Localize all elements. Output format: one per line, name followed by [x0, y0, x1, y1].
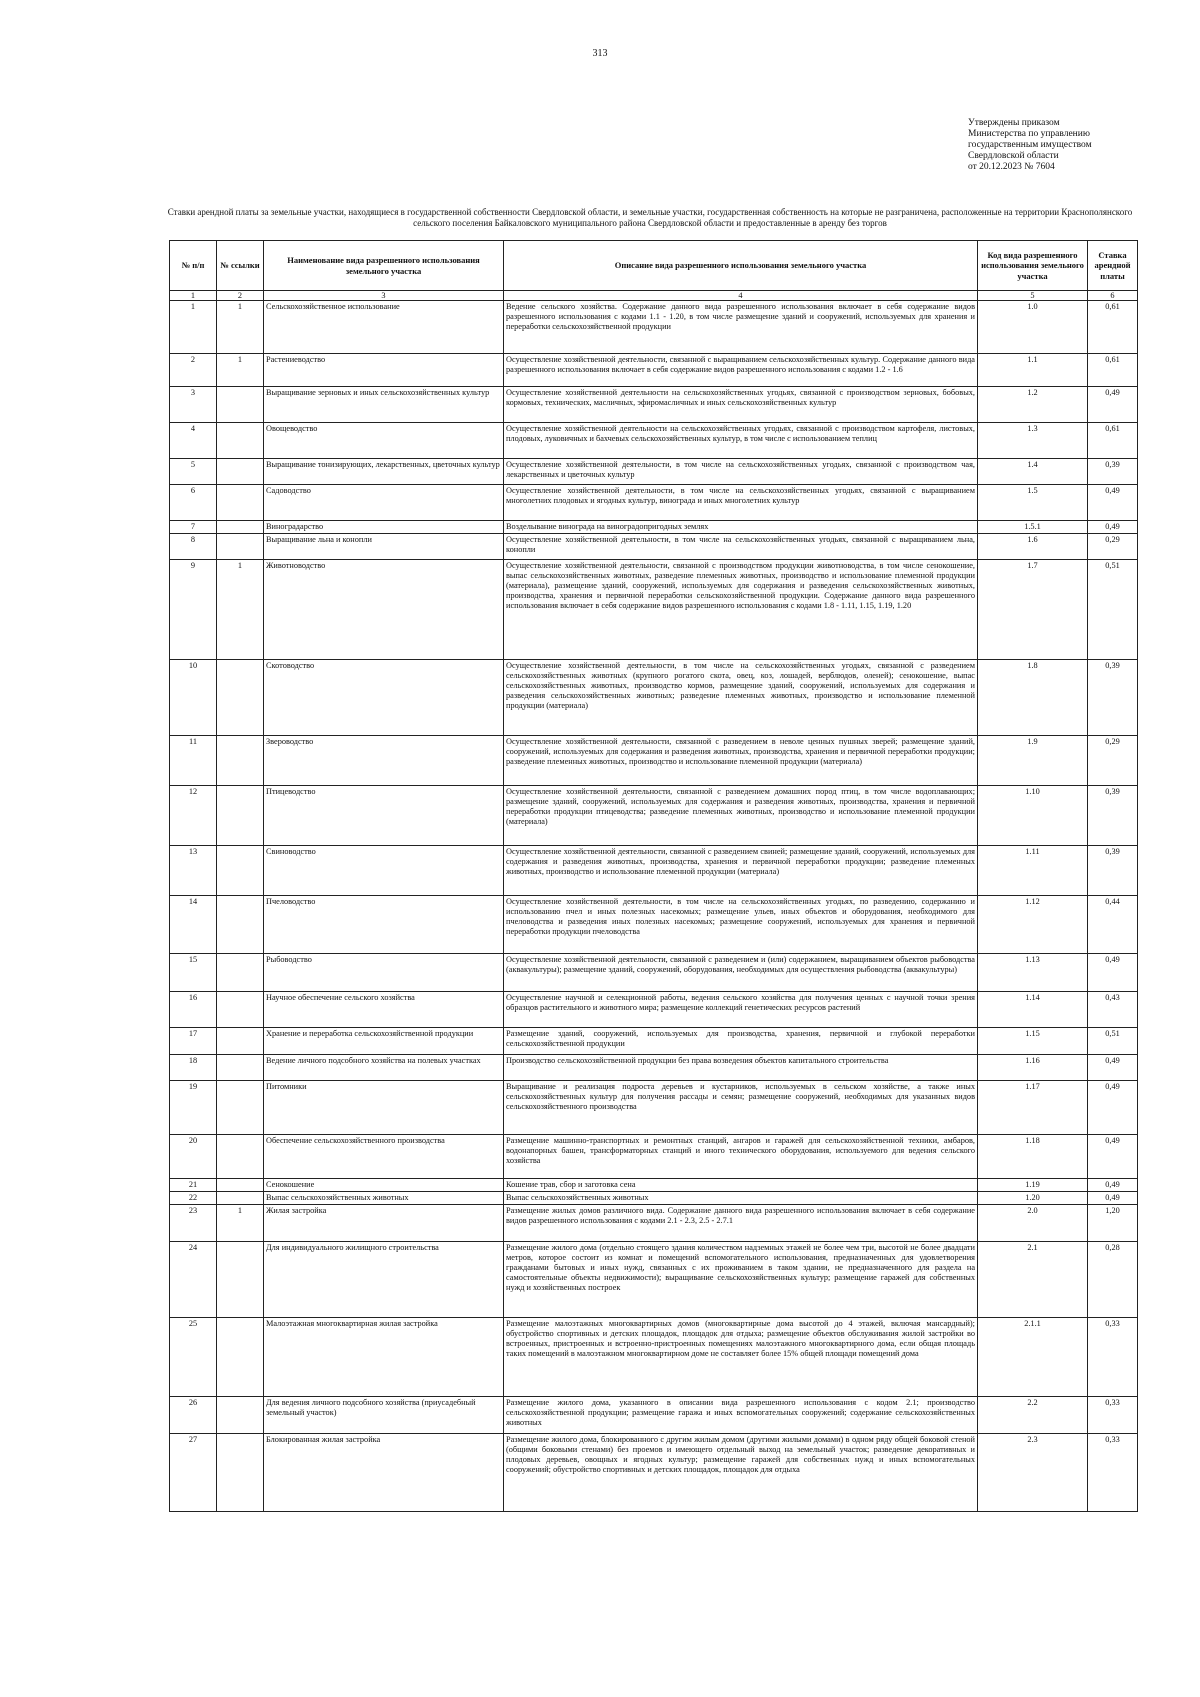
approval-line: Утверждены приказом: [968, 118, 1060, 128]
row-use-code: 1.2: [978, 387, 1088, 423]
header-rate: Ставка арендной платы: [1088, 241, 1138, 291]
row-use-name: Сельскохозяйственное использование: [264, 301, 504, 354]
row-number: 6: [170, 485, 217, 521]
column-numbers-row: [170, 291, 1138, 301]
row-rent-rate: 0,29: [1088, 534, 1138, 560]
row-use-description: Осуществление хозяйственной деятельности на сельскохозяйственных угодьях, связанной с производством картофеля, листовых, плодовых, луковичных и бахчевых сельскохозяйственных культур, в том числе с использованием теплиц: [504, 423, 978, 459]
row-use-code: 2.0: [978, 1205, 1088, 1242]
row-reference: [217, 521, 264, 534]
row-rent-rate: 0,51: [1088, 1028, 1138, 1055]
column-number: 5: [978, 291, 1088, 301]
row-number: 15: [170, 954, 217, 992]
row-use-description: Ведение сельского хозяйства. Содержание данного вида разрешенного использования включает в себя содержание видов разрешенного использования с кодами 1.1 - 1.20, в том числе размещение зданий и сооружений, используемых для хранения и переработки сельскохозяйственной продукции: [504, 301, 978, 354]
row-number: 17: [170, 1028, 217, 1055]
row-rent-rate: 0,51: [1088, 560, 1138, 660]
row-use-name: Жилая застройка: [264, 1205, 504, 1242]
table-row: [170, 1397, 1138, 1434]
row-rent-rate: 0,33: [1088, 1434, 1138, 1512]
table-row: [170, 1055, 1138, 1081]
table-row: [170, 1179, 1138, 1192]
row-use-name: Свиноводство: [264, 846, 504, 896]
table-row: [170, 736, 1138, 786]
row-reference: [217, 387, 264, 423]
row-reference: [217, 736, 264, 786]
row-number: 27: [170, 1434, 217, 1512]
table-row: [170, 1434, 1138, 1512]
row-use-name: Хранение и переработка сельскохозяйственной продукции: [264, 1028, 504, 1055]
rates-table: [169, 240, 1138, 1512]
row-reference: [217, 1434, 264, 1512]
row-rent-rate: 0,49: [1088, 387, 1138, 423]
row-use-name: Садоводство: [264, 485, 504, 521]
row-use-name: Ведение личного подсобного хозяйства на полевых участках: [264, 1055, 504, 1081]
row-use-description: Осуществление хозяйственной деятельности, в том числе на сельскохозяйственных угодьях, связанной с разведением сельскохозяйственных животных (крупного рогатого скота, овец, коз, лошадей, верблюдов, оленей); сенокошение, выпас сельскохозяйственных животных, производство кормов, размещение зданий, сооружений, используемых для содержания и разведения сельскохозяйственных животных; разведение племенных животных, производство и использование племенной продукции (материала): [504, 660, 978, 736]
row-rent-rate: 0,49: [1088, 954, 1138, 992]
row-rent-rate: 0,39: [1088, 459, 1138, 485]
row-use-code: 1.5.1: [978, 521, 1088, 534]
header-code: Код вида разрешенного использования земельного участка: [978, 241, 1088, 291]
row-use-name: Рыбоводство: [264, 954, 504, 992]
row-rent-rate: 0,49: [1088, 1055, 1138, 1081]
row-reference: [217, 1318, 264, 1397]
row-reference: [217, 1055, 264, 1081]
row-use-code: 1.0: [978, 301, 1088, 354]
row-reference: [217, 992, 264, 1028]
row-use-code: 2.1: [978, 1242, 1088, 1318]
row-use-description: Осуществление хозяйственной деятельности, связанной с разведением свиней; размещение зданий, сооружений, используемых для содержания и разведения животных, производства, хранения и первичной переработки продукции; разведение племенных животных, производство и использование племенной продукции (материала): [504, 846, 978, 896]
row-use-description: Производство сельскохозяйственной продукции без права возведения объектов капитального строительства: [504, 1055, 978, 1081]
approval-line: Свердловской области: [968, 151, 1059, 161]
row-rent-rate: 1,20: [1088, 1205, 1138, 1242]
row-reference: [217, 1192, 264, 1205]
row-reference: [217, 1179, 264, 1192]
row-use-description: Выпас сельскохозяйственных животных: [504, 1192, 978, 1205]
approval-line: Министерства по управлению: [968, 129, 1090, 139]
row-use-code: 1.20: [978, 1192, 1088, 1205]
table-row: [170, 485, 1138, 521]
row-use-code: 1.13: [978, 954, 1088, 992]
table-row: [170, 521, 1138, 534]
row-reference: [217, 1242, 264, 1318]
row-reference: 1: [217, 354, 264, 387]
row-number: 18: [170, 1055, 217, 1081]
row-use-name: Выращивание льна и конопли: [264, 534, 504, 560]
row-number: 2: [170, 354, 217, 387]
column-number: 6: [1088, 291, 1138, 301]
row-rent-rate: 0,39: [1088, 846, 1138, 896]
row-rent-rate: 0,49: [1088, 1179, 1138, 1192]
row-reference: [217, 534, 264, 560]
row-reference: [217, 896, 264, 954]
row-number: 22: [170, 1192, 217, 1205]
row-number: 19: [170, 1081, 217, 1135]
row-reference: [217, 1135, 264, 1179]
row-reference: 1: [217, 560, 264, 660]
row-number: 14: [170, 896, 217, 954]
row-use-description: Осуществление хозяйственной деятельности, связанной с выращиванием сельскохозяйственных культур. Содержание данного вида разрешенного использования включает в себя содержание видов разрешенного использования с кодами 1.2 - 1.6: [504, 354, 978, 387]
header-desc: Описание вида разрешенного использования земельного участка: [504, 241, 978, 291]
row-reference: [217, 786, 264, 846]
row-use-code: 2.2: [978, 1397, 1088, 1434]
row-use-code: 1.10: [978, 786, 1088, 846]
table-row: [170, 1205, 1138, 1242]
row-number: 13: [170, 846, 217, 896]
row-use-description: Осуществление хозяйственной деятельности, связанной с производством продукции животноводства, в том числе сенокошение, выпас сельскохозяйственных животных, разведение племенных животных, производство и использование племенной продукции (материала), размещение зданий, сооружений, используемых для содержания и разведения сельскохозяйственных животных, производства, хранения и первичной переработки сельскохозяйственной продукции. Содержание данного вида разрешенного использования включает в себя содержание видов разрешенного использования с кодами 1.8 - 1.11, 1.15, 1.19, 1.20: [504, 560, 978, 660]
row-rent-rate: 0,49: [1088, 485, 1138, 521]
row-rent-rate: 0,49: [1088, 521, 1138, 534]
row-use-description: Выращивание и реализация подроста деревьев и кустарников, используемых в сельском хозяйстве, а также иных сельскохозяйственных культур для получения рассады и семян; размещение сооружений, необходимых для указанных видов сельскохозяйственного производства: [504, 1081, 978, 1135]
row-number: 21: [170, 1179, 217, 1192]
row-use-code: 1.7: [978, 560, 1088, 660]
table-row: [170, 1242, 1138, 1318]
column-number: 3: [264, 291, 504, 301]
table-row: [170, 1192, 1138, 1205]
row-use-name: Овощеводство: [264, 423, 504, 459]
row-rent-rate: 0,28: [1088, 1242, 1138, 1318]
row-rent-rate: 0,44: [1088, 896, 1138, 954]
header-name: Наименование вида разрешенного использования земельного участка: [264, 241, 504, 291]
row-number: 4: [170, 423, 217, 459]
row-use-description: Размещение машинно-транспортных и ремонтных станций, ангаров и гаражей для сельскохозяйственной техники, амбаров, водонапорных башен, трансформаторных станций и иного технического оборудования, используемого для ведения сельского хозяйства: [504, 1135, 978, 1179]
row-use-name: Питомники: [264, 1081, 504, 1135]
row-use-name: Выпас сельскохозяйственных животных: [264, 1192, 504, 1205]
row-number: 24: [170, 1242, 217, 1318]
row-rent-rate: 0,29: [1088, 736, 1138, 786]
row-use-code: 2.3: [978, 1434, 1088, 1512]
table-row: [170, 560, 1138, 660]
row-rent-rate: 0,49: [1088, 1135, 1138, 1179]
row-use-code: 1.5: [978, 485, 1088, 521]
header-ref: № ссылки: [217, 241, 264, 291]
table-row: [170, 301, 1138, 354]
column-number: 4: [504, 291, 978, 301]
row-rent-rate: 0,39: [1088, 786, 1138, 846]
row-reference: 1: [217, 301, 264, 354]
row-use-description: Размещение жилых домов различного вида. Содержание данного вида разрешенного использования включает в себя содержание видов разрешенного использования с кодами 2.1 - 2.3, 2.5 - 2.7.1: [504, 1205, 978, 1242]
row-reference: [217, 459, 264, 485]
row-use-code: 1.18: [978, 1135, 1088, 1179]
row-reference: [217, 1081, 264, 1135]
row-use-name: Сенокошение: [264, 1179, 504, 1192]
row-number: 11: [170, 736, 217, 786]
row-reference: [217, 660, 264, 736]
row-use-code: 1.11: [978, 846, 1088, 896]
row-number: 7: [170, 521, 217, 534]
row-use-name: Звероводство: [264, 736, 504, 786]
row-rent-rate: 0,61: [1088, 354, 1138, 387]
row-rent-rate: 0,61: [1088, 423, 1138, 459]
table-row: [170, 459, 1138, 485]
row-use-name: Птицеводство: [264, 786, 504, 846]
table-row: [170, 354, 1138, 387]
row-use-description: Возделывание винограда на виноградопригодных землях: [504, 521, 978, 534]
table-row: [170, 846, 1138, 896]
row-use-description: Осуществление хозяйственной деятельности на сельскохозяйственных угодьях, связанной с производством зерновых, бобовых, кормовых, технических, масличных, эфиромасличных и иных сельскохозяйственных культур: [504, 387, 978, 423]
row-use-description: Осуществление хозяйственной деятельности, связанной с разведением в неволе ценных пушных зверей; размещение зданий, сооружений, используемых для содержания и разведения животных, производства, хранения и первичной переработки продукции; разведение племенных животных, производство и использование племенной продукции (материала): [504, 736, 978, 786]
row-number: 25: [170, 1318, 217, 1397]
row-reference: [217, 846, 264, 896]
row-use-name: Научное обеспечение сельского хозяйства: [264, 992, 504, 1028]
row-reference: [217, 1397, 264, 1434]
row-use-description: Размещение зданий, сооружений, используемых для производства, хранения, первичной и глубокой переработки сельскохозяйственной продукции: [504, 1028, 978, 1055]
row-use-name: Пчеловодство: [264, 896, 504, 954]
table-row: [170, 660, 1138, 736]
row-number: 23: [170, 1205, 217, 1242]
row-use-code: 1.12: [978, 896, 1088, 954]
row-rent-rate: 0,33: [1088, 1397, 1138, 1434]
row-use-name: Виноградарство: [264, 521, 504, 534]
approval-stamp: [968, 118, 1168, 173]
row-use-name: Скотоводство: [264, 660, 504, 736]
row-use-description: Осуществление научной и селекционной работы, ведения сельского хозяйства для получения ценных с научной точки зрения образцов растительного и животного мира; размещение коллекций генетических ресурсов растений: [504, 992, 978, 1028]
row-use-code: 1.4: [978, 459, 1088, 485]
row-use-name: Выращивание зерновых и иных сельскохозяйственных культур: [264, 387, 504, 423]
row-use-code: 1.3: [978, 423, 1088, 459]
row-use-description: Размещение жилого дома, указанного в описании вида разрешенного использования с кодом 2.1; производство сельскохозяйственной продукции; размещение гаража и иных вспомогательных сооружений; содержание сельскохозяйственных животных: [504, 1397, 978, 1434]
row-rent-rate: 0,43: [1088, 992, 1138, 1028]
row-reference: [217, 1028, 264, 1055]
row-use-description: Размещение жилого дома, блокированного с другим жилым домом (другими жилыми домами) в одном ряду общей боковой стеной (общими боковыми стенами) без проемов и имеющего отдельный выход на земельный участок; разведение декоративных и плодовых деревьев, овощных и ягодных культур; размещение гаражей для собственных нужд и иных вспомогательных сооружений; обустройство спортивных и детских площадок, площадок для отдыха: [504, 1434, 978, 1512]
table-row: [170, 1028, 1138, 1055]
row-use-description: Осуществление хозяйственной деятельности, связанной с разведением домашних пород птиц, в том числе водоплавающих; размещение зданий, сооружений, используемых для содержания и разведения животных, производства, хранения и первичной переработки продукции птицеводства; разведение племенных животных, производство и использование племенной продукции (материала): [504, 786, 978, 846]
row-rent-rate: 0,61: [1088, 301, 1138, 354]
row-use-name: Для ведения личного подсобного хозяйства (приусадебный земельный участок): [264, 1397, 504, 1434]
row-reference: [217, 954, 264, 992]
row-use-code: 1.9: [978, 736, 1088, 786]
row-use-name: Для индивидуального жилищного строительства: [264, 1242, 504, 1318]
table-row: [170, 387, 1138, 423]
row-use-description: Осуществление хозяйственной деятельности, связанной с разведением и (или) содержанием, выращиванием объектов рыбоводства (аквакультуры); размещение зданий, сооружений, оборудования, необходимых для осуществления рыбоводства (аквакультуры): [504, 954, 978, 992]
row-use-description: Осуществление хозяйственной деятельности, в том числе на сельскохозяйственных угодьях, связанной с производством чая, лекарственных и цветочных культур: [504, 459, 978, 485]
row-number: 1: [170, 301, 217, 354]
row-use-code: 1.8: [978, 660, 1088, 736]
table-row: [170, 992, 1138, 1028]
row-number: 20: [170, 1135, 217, 1179]
row-use-name: Растениеводство: [264, 354, 504, 387]
table-row: [170, 786, 1138, 846]
column-number: 1: [170, 291, 217, 301]
row-number: 12: [170, 786, 217, 846]
approval-line: от 20.12.2023 № 7604: [968, 162, 1055, 172]
row-reference: 1: [217, 1205, 264, 1242]
table-row: [170, 534, 1138, 560]
table-row: [170, 1318, 1138, 1397]
row-reference: [217, 423, 264, 459]
row-rent-rate: 0,49: [1088, 1081, 1138, 1135]
row-number: 3: [170, 387, 217, 423]
row-use-code: 1.1: [978, 354, 1088, 387]
row-number: 26: [170, 1397, 217, 1434]
row-number: 16: [170, 992, 217, 1028]
row-use-description: Размещение малоэтажных многоквартирных домов (многоквартирные дома высотой до 4 этажей, включая мансардный); обустройство спортивных и детских площадок, площадок для отдыха; размещение объектов обслуживания жилой застройки во встроенных, пристроенных и встроенно-пристроенных помещениях малоэтажного многоквартирного дома, если общая площадь таких помещений в малоэтажном многоквартирном доме не составляет более 15% общей площади помещений дома: [504, 1318, 978, 1397]
row-number: 9: [170, 560, 217, 660]
table-row: [170, 423, 1138, 459]
header-num: № п/п: [170, 241, 217, 291]
page-number: 313: [592, 48, 608, 59]
row-use-code: 1.15: [978, 1028, 1088, 1055]
row-rent-rate: 0,49: [1088, 1192, 1138, 1205]
table-row: [170, 1081, 1138, 1135]
header-row: [170, 241, 1138, 291]
row-reference: [217, 485, 264, 521]
table-row: [170, 954, 1138, 992]
row-use-code: 1.16: [978, 1055, 1088, 1081]
row-use-code: 1.6: [978, 534, 1088, 560]
document-title: Ставки арендной платы за земельные участки, находящиеся в государственной собственности Свердловской области, и земельные участки, государственная собственность на которые не разграничена, расположенные на территории Краснополянского сельского поселения Байкаловского муниципального района Свердловской области и предоставленные в аренду без торгов: [167, 207, 1133, 228]
row-use-name: Выращивание тонизирующих, лекарственных, цветочных культур: [264, 459, 504, 485]
row-number: 8: [170, 534, 217, 560]
row-use-description: Осуществление хозяйственной деятельности, в том числе на сельскохозяйственных угодьях, по разведению, содержанию и использованию пчел и иных полезных насекомых; размещение ульев, иных объектов и оборудования, необходимого для пчеловодства и разведения иных полезных насекомых; размещение сооружений, используемых для хранения и первичной переработки продукции пчеловодства: [504, 896, 978, 954]
row-number: 10: [170, 660, 217, 736]
row-use-description: Размещение жилого дома (отдельно стоящего здания количеством надземных этажей не более чем три, высотой не более двадцати метров, которое состоит из комнат и помещений вспомогательного использования, предназначенных для удовлетворения гражданами бытовых и иных нужд, связанных с их проживанием в таком здании, не предназначенного для раздела на самостоятельные объекты недвижимости); выращивание сельскохозяйственных культур; размещение гаражей для собственных нужд и хозяйственных построек: [504, 1242, 978, 1318]
table-row: [170, 896, 1138, 954]
approval-line: государственным имуществом: [968, 140, 1092, 150]
row-use-name: Малоэтажная многоквартирная жилая застройка: [264, 1318, 504, 1397]
table-row: [170, 1135, 1138, 1179]
row-use-code: 1.14: [978, 992, 1088, 1028]
row-use-description: Осуществление хозяйственной деятельности, в том числе на сельскохозяйственных угодьях, связанной с выращиванием многолетних плодовых и ягодных культур, винограда и иных многолетних культур: [504, 485, 978, 521]
row-rent-rate: 0,33: [1088, 1318, 1138, 1397]
row-use-name: Обеспечение сельскохозяйственного производства: [264, 1135, 504, 1179]
column-number: 2: [217, 291, 264, 301]
row-use-code: 2.1.1: [978, 1318, 1088, 1397]
row-use-code: 1.19: [978, 1179, 1088, 1192]
row-use-description: Осуществление хозяйственной деятельности, в том числе на сельскохозяйственных угодьях, связанной с выращиванием льна, конопли: [504, 534, 978, 560]
row-rent-rate: 0,39: [1088, 660, 1138, 736]
row-use-name: Животноводство: [264, 560, 504, 660]
row-use-description: Кошение трав, сбор и заготовка сена: [504, 1179, 978, 1192]
row-use-name: Блокированная жилая застройка: [264, 1434, 504, 1512]
row-use-code: 1.17: [978, 1081, 1088, 1135]
row-number: 5: [170, 459, 217, 485]
